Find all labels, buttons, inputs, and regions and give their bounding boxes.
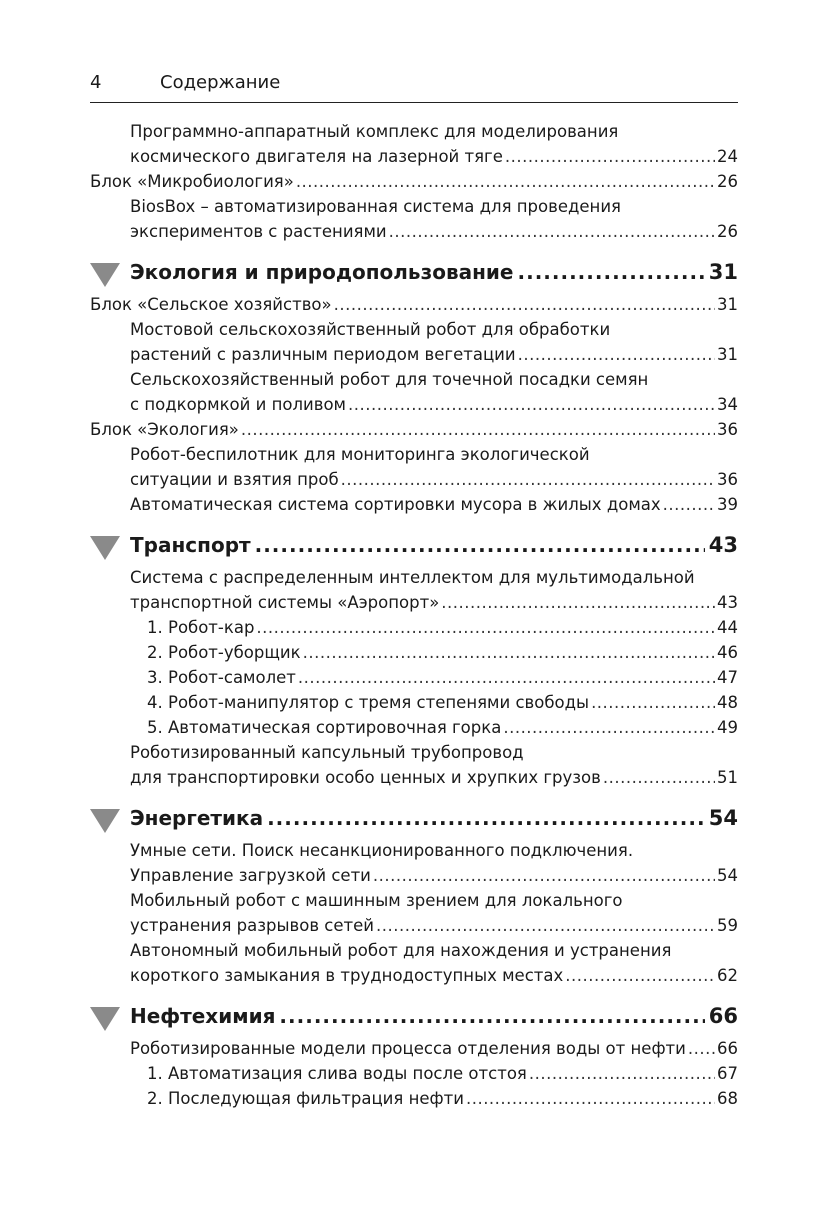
toc-page-number: 26 bbox=[717, 222, 738, 241]
section-title: Экология и природопользование bbox=[130, 260, 514, 284]
toc-page-number: 31 bbox=[717, 345, 738, 364]
toc-entry-text: космического двигателя на лазерной тяге bbox=[130, 147, 503, 166]
toc-entry-text: Мобильный робот с машинным зрением для локального bbox=[130, 891, 623, 910]
toc-entry-line bbox=[90, 841, 738, 866]
toc-page-number: 51 bbox=[717, 768, 738, 787]
toc-page-number: 66 bbox=[717, 1039, 738, 1058]
toc-page-number: 36 bbox=[717, 420, 738, 439]
section-title: Энергетика bbox=[130, 806, 264, 830]
leader-dots bbox=[373, 866, 715, 885]
toc-entry-line bbox=[90, 643, 738, 668]
toc-entry-line bbox=[90, 1064, 738, 1089]
toc-entry-line bbox=[90, 668, 738, 693]
leader-dots bbox=[279, 1004, 704, 1028]
toc-entry-line bbox=[90, 768, 738, 793]
toc-entry-text: Автономный мобильный робот для нахождения и устранения bbox=[130, 941, 672, 960]
toc-entry-text: Блок «Микробиология» bbox=[90, 172, 294, 191]
toc-entry-text: 1. Автоматизация слива воды после отстоя bbox=[147, 1064, 527, 1083]
toc-entry-line bbox=[90, 495, 738, 520]
page-header bbox=[90, 70, 738, 103]
toc-page-number: 26 bbox=[717, 172, 738, 191]
section-page-number: 43 bbox=[708, 533, 738, 557]
toc-entry-line bbox=[90, 222, 738, 247]
toc-entry-text: BiosBox – автоматизированная система для проведения bbox=[130, 197, 621, 216]
toc-entry-text: Управление загрузкой сети bbox=[130, 866, 371, 885]
toc-entry-line bbox=[90, 891, 738, 916]
toc-entry-line bbox=[90, 941, 738, 966]
toc-page-number: 47 bbox=[717, 668, 738, 687]
toc-page-number: 59 bbox=[717, 916, 738, 935]
toc-entry-line bbox=[90, 197, 738, 222]
section-page-number: 66 bbox=[708, 1004, 738, 1028]
toc-entry-text: Умные сети. Поиск несанкционированного подключения. bbox=[130, 841, 634, 860]
page-number: 4 bbox=[90, 72, 102, 93]
toc-page-number: 54 bbox=[717, 866, 738, 885]
leader-dots bbox=[334, 295, 715, 314]
toc-entry-line bbox=[90, 420, 738, 445]
toc-entry-line bbox=[90, 1089, 738, 1114]
toc-entry-line bbox=[90, 743, 738, 768]
toc-entry-line bbox=[90, 370, 738, 395]
leader-dots bbox=[466, 1089, 715, 1108]
leader-dots bbox=[341, 470, 715, 489]
toc-entry-text: Робот-беспилотник для мониторинга экологической bbox=[130, 445, 590, 464]
toc-page-number: 68 bbox=[717, 1089, 738, 1108]
leader-dots bbox=[503, 718, 715, 737]
toc-entry-text: 2. Последующая фильтрация нефти bbox=[147, 1089, 464, 1108]
leader-dots bbox=[518, 345, 715, 364]
leader-dots bbox=[518, 260, 705, 284]
toc-page-number: 48 bbox=[717, 693, 738, 712]
leader-dots bbox=[591, 693, 715, 712]
toc-entry-line bbox=[90, 916, 738, 941]
toc-entry-text: устранения разрывов сетей bbox=[130, 916, 375, 935]
toc-entry-text: Автоматическая система сортировки мусора в жилых домах bbox=[130, 495, 661, 514]
toc-entry-line bbox=[90, 470, 738, 495]
section-page-number: 54 bbox=[708, 806, 738, 830]
toc-entry-line bbox=[90, 320, 738, 345]
section-heading bbox=[90, 806, 738, 836]
running-title: Содержание bbox=[160, 72, 281, 93]
toc-entry-text: 2. Робот-уборщик bbox=[147, 643, 301, 662]
toc-entry-text: для транспортировки особо ценных и хрупких грузов bbox=[130, 768, 601, 787]
toc-page-number: 31 bbox=[717, 295, 738, 314]
section-page-number: 31 bbox=[708, 260, 738, 284]
toc-entry-text: Блок «Сельское хозяйство» bbox=[90, 295, 332, 314]
leader-dots bbox=[298, 668, 715, 687]
toc-entry-line bbox=[90, 866, 738, 891]
toc-entry-text: 3. Робот-самолет bbox=[147, 668, 296, 687]
leader-dots bbox=[255, 533, 705, 557]
leader-dots bbox=[376, 916, 715, 935]
toc-entry-text: транспортной системы «Аэропорт» bbox=[130, 593, 440, 612]
toc-entry-text: экспериментов с растениями bbox=[130, 222, 387, 241]
toc-entry-text: Роботизированные модели процесса отделения воды от нефти bbox=[130, 1039, 686, 1058]
toc-page-number: 49 bbox=[717, 718, 738, 737]
toc-entry-line bbox=[90, 295, 738, 320]
section-heading bbox=[90, 260, 738, 290]
leader-dots bbox=[348, 395, 715, 414]
toc-entry-text: 1. Робот-кар bbox=[147, 618, 255, 637]
toc-entry-text: Программно-аппаратный комплекс для моделирования bbox=[130, 122, 619, 141]
toc-page-number: 43 bbox=[717, 593, 738, 612]
leader-dots bbox=[441, 593, 715, 612]
toc-entry-line bbox=[90, 147, 738, 172]
toc-entry-text: 5. Автоматическая сортировочная горка bbox=[147, 718, 502, 737]
leader-dots bbox=[241, 420, 715, 439]
toc-entry-line bbox=[90, 395, 738, 420]
toc-page-number: 24 bbox=[717, 147, 738, 166]
toc-entry-text: Роботизированный капсульный трубопровод bbox=[130, 743, 524, 762]
toc-entry-text: Сельскохозяйственный робот для точечной посадки семян bbox=[130, 370, 649, 389]
toc-entry-text: с подкормкой и поливом bbox=[130, 395, 347, 414]
triangle-marker-icon bbox=[90, 809, 120, 833]
toc-entry-text: растений с различным периодом вегетации bbox=[130, 345, 516, 364]
toc-page-number: 67 bbox=[717, 1064, 738, 1083]
triangle-marker-icon bbox=[90, 1007, 120, 1031]
leader-dots bbox=[296, 172, 715, 191]
toc-page-number: 44 bbox=[717, 618, 738, 637]
toc-page-number: 62 bbox=[717, 966, 738, 985]
toc-entry-text: ситуации и взятия проб bbox=[130, 470, 339, 489]
toc-entry-line bbox=[90, 966, 738, 991]
toc-page-number: 34 bbox=[717, 395, 738, 414]
section-heading bbox=[90, 533, 738, 563]
leader-dots bbox=[505, 147, 715, 166]
leader-dots bbox=[389, 222, 715, 241]
toc-entry-text: Система с распределенным интеллектом для мультимодальной bbox=[130, 568, 695, 587]
leader-dots bbox=[267, 806, 705, 830]
leader-dots bbox=[529, 1064, 715, 1083]
leader-dots bbox=[303, 643, 715, 662]
triangle-marker-icon bbox=[90, 536, 120, 560]
toc-entry-line bbox=[90, 122, 738, 147]
table-of-contents bbox=[90, 122, 738, 1114]
leader-dots bbox=[663, 495, 715, 514]
leader-dots bbox=[565, 966, 715, 985]
leader-dots bbox=[688, 1039, 715, 1058]
toc-entry-line bbox=[90, 568, 738, 593]
toc-page-number: 39 bbox=[717, 495, 738, 514]
toc-page-number: 36 bbox=[717, 470, 738, 489]
leader-dots bbox=[603, 768, 715, 787]
toc-entry-line bbox=[90, 718, 738, 743]
section-title: Транспорт bbox=[130, 533, 251, 557]
section-title: Нефтехимия bbox=[130, 1004, 276, 1028]
toc-entry-line bbox=[90, 618, 738, 643]
toc-entry-text: Блок «Экология» bbox=[90, 420, 239, 439]
triangle-marker-icon bbox=[90, 263, 120, 287]
section-heading bbox=[90, 1004, 738, 1034]
toc-entry-text: короткого замыкания в труднодоступных местах bbox=[130, 966, 564, 985]
toc-entry-line bbox=[90, 172, 738, 197]
toc-entry-line bbox=[90, 445, 738, 470]
toc-entry-line bbox=[90, 693, 738, 718]
toc-entry-text: Мостовой сельскохозяйственный робот для обработки bbox=[130, 320, 611, 339]
toc-entry-text: 4. Робот-манипулятор с тремя степенями свободы bbox=[147, 693, 590, 712]
toc-page-number: 46 bbox=[717, 643, 738, 662]
toc-entry-line bbox=[90, 345, 738, 370]
toc-entry-line bbox=[90, 593, 738, 618]
toc-entry-line bbox=[90, 1039, 738, 1064]
leader-dots bbox=[256, 618, 715, 637]
